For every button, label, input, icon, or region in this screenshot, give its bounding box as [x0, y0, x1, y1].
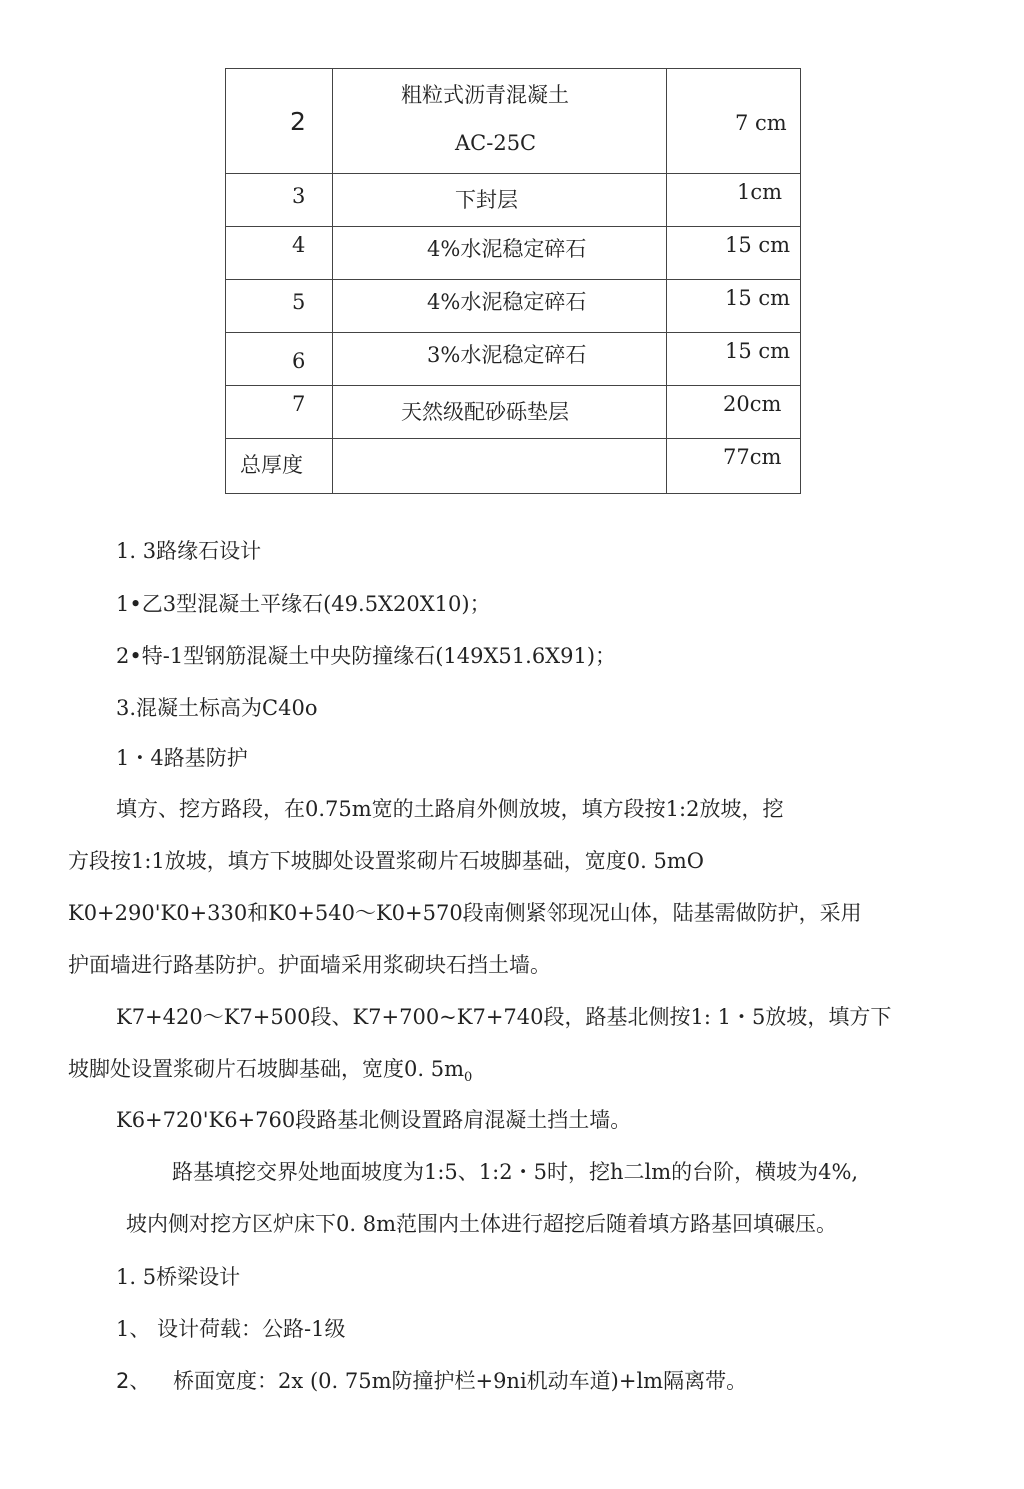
table-cell-no	[226, 333, 333, 386]
layer-number: 2	[290, 107, 306, 136]
table-cell-material	[333, 227, 667, 280]
table-cell-material	[333, 69, 667, 174]
table-cell-no	[226, 439, 333, 494]
layer-material: 4%水泥稳定碎石	[427, 237, 587, 261]
curb-item-3: 3.混凝土标高为C40o	[116, 696, 318, 720]
table-row	[226, 174, 801, 227]
table-cell-material	[333, 439, 667, 494]
bridge-item-number: 2、	[116, 1369, 151, 1393]
layer-number: 7	[292, 392, 306, 416]
paragraph-line: K7+420～K7+500段、K7+700~K7+740段，路基北侧按1: 1・5放坡，填方下	[116, 1005, 892, 1029]
paragraph-line: 护面墙进行路基防护。护面墙采用浆砌块石挡土墙。	[68, 953, 551, 977]
section-heading-subgrade: 1・4路基防护	[116, 746, 248, 770]
table-row	[226, 69, 801, 174]
paragraph-line: 填方、挖方路段，在0.75m宽的土路肩外侧放坡，填方段按1:2放坡，挖	[116, 797, 784, 821]
table-cell-thickness	[667, 386, 801, 439]
paragraph-line	[68, 1059, 472, 1084]
layer-number: 3	[292, 184, 306, 208]
table-cell-thickness	[667, 333, 801, 386]
bridge-item-2	[116, 1371, 747, 1392]
layer-material: 天然级配砂砾垫层	[401, 400, 569, 424]
layer-material: 4%水泥稳定碎石	[427, 290, 587, 314]
table-cell-material	[333, 280, 667, 333]
layer-thickness: 15 cm	[725, 339, 791, 363]
layer-thickness: 1cm	[737, 180, 783, 204]
pavement-structure-table	[225, 68, 801, 494]
layer-material: 粗粒式沥青混凝土	[401, 83, 569, 107]
paragraph-line: 坡内侧对挖方区炉床下0. 8m范围内土体进行超挖后随着填方路基回填碾压。	[126, 1212, 837, 1236]
layer-material-code: AC-25C	[455, 131, 537, 155]
table-cell-no	[226, 386, 333, 439]
table-cell-no	[226, 174, 333, 227]
subscript: 0	[463, 1070, 473, 1086]
table-cell-thickness	[667, 439, 801, 494]
total-label: 总厚度	[240, 453, 303, 477]
section-heading-curb: 1. 3路缘石设计	[116, 539, 262, 563]
layer-thickness: 20cm	[723, 392, 782, 416]
table-cell-thickness	[667, 227, 801, 280]
table-row	[226, 227, 801, 280]
layer-material: 下封层	[455, 188, 518, 212]
table-cell-thickness	[667, 280, 801, 333]
table-cell-material	[333, 333, 667, 386]
layer-number: 4	[292, 233, 306, 257]
layer-number: 6	[292, 349, 306, 373]
table-row	[226, 333, 801, 386]
layer-thickness: 15 cm	[725, 233, 791, 257]
paragraph-text: 坡脚处设置浆砌片石坡脚基础，宽度0. 5m	[68, 1057, 464, 1081]
layer-number: 5	[292, 290, 306, 314]
layer-thickness: 15 cm	[725, 286, 791, 310]
table-cell-material	[333, 174, 667, 227]
table-row	[226, 386, 801, 439]
paragraph-line: K6+720'K6+760段路基北侧设置路肩混凝土挡土墙。	[116, 1108, 632, 1132]
layer-thickness: 7 cm	[735, 111, 787, 135]
table-row	[226, 439, 801, 494]
total-thickness: 77cm	[723, 445, 782, 469]
paragraph-line: 方段按1:1放坡，填方下坡脚处设置浆砌片石坡脚基础，宽度0. 5mO	[68, 849, 704, 873]
table-cell-material	[333, 386, 667, 439]
table-cell-thickness	[667, 69, 801, 174]
table-cell-no	[226, 227, 333, 280]
layer-material: 3%水泥稳定碎石	[427, 343, 587, 367]
table-cell-thickness	[667, 174, 801, 227]
curb-item-1: 1•乙3型混凝土平缘石(49.5X20X10)；	[116, 592, 491, 616]
bridge-item-1: 1、 设计荷载：公路-1级	[116, 1317, 346, 1341]
table-cell-no	[226, 280, 333, 333]
table-row	[226, 280, 801, 333]
bridge-item-text: 桥面宽度：2x (0. 75m防撞护栏+9ni机动车道)+lm隔离带。	[173, 1369, 748, 1393]
paragraph-line: K0+290'K0+330和K0+540～K0+570段南侧紧邻现况山体，陆基需做防护，采用	[68, 901, 862, 925]
section-heading-bridge: 1. 5桥梁设计	[116, 1265, 241, 1289]
table-cell-no	[226, 69, 333, 174]
paragraph-line: 路基填挖交界处地面坡度为1:5、1:2・5时，挖h二lm的台阶，横坡为4%,	[172, 1160, 859, 1184]
curb-item-2: 2•特-1型钢筋混凝土中央防撞缘石(149X51.6X91)；	[116, 644, 617, 668]
